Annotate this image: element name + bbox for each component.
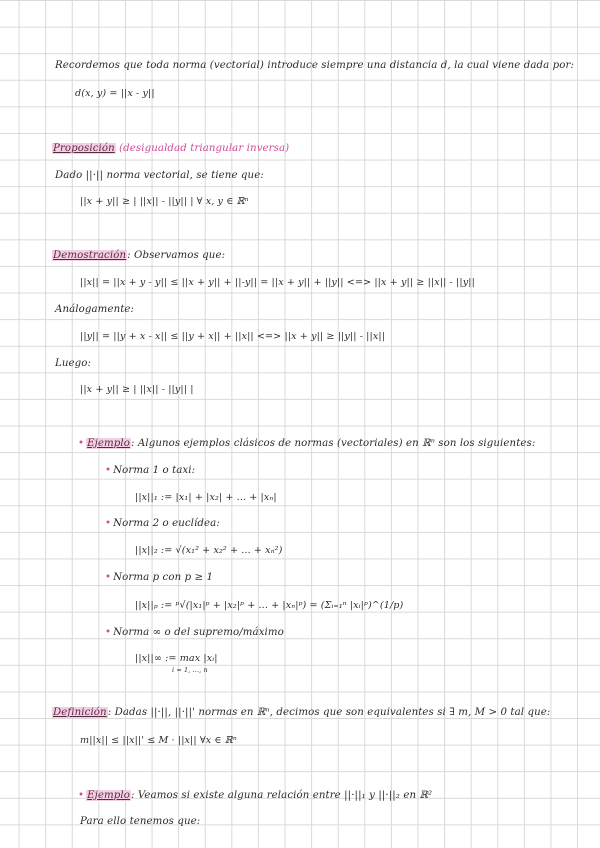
analogously-label: Análogamente:	[55, 304, 135, 315]
bullet-icon: •	[105, 465, 112, 476]
proposition-statement: Dado ||·|| norma vectorial, se tiene que:	[55, 170, 264, 181]
definition-label: Definición	[53, 707, 107, 718]
demonstration-label: Demostración	[53, 250, 127, 261]
example1-intro: : Algunos ejemplos clásicos de normas (vectoriales) en ℝⁿ son los siguientes:	[131, 438, 536, 449]
bullet-icon: •	[78, 790, 85, 801]
definition-formula: m||x|| ≤ ||x||' ≤ M · ||x|| ∀x ∈ ℝⁿ	[80, 735, 237, 746]
bullet-icon: •	[105, 572, 112, 583]
bullet-icon: •	[105, 518, 112, 529]
definition-text: : Dadas ||·||, ||·||' normas en ℝⁿ, decimos que son equivalentes si ∃ m, M > 0 tal que:	[107, 707, 551, 718]
demonstration-heading	[52, 250, 225, 261]
proposition-label: Proposición	[53, 143, 115, 154]
luego-label: Luego:	[55, 358, 92, 369]
example2-heading	[78, 790, 432, 801]
proposition-formula: ||x + y|| ≥ | ||x|| - ||y|| | ∀ x, y ∈ ℝⁿ	[80, 196, 249, 207]
norm-1-formula: ||x||₁ := |x₁| + |x₂| + ... + |xₙ|	[135, 492, 277, 503]
norm-infinity-formula: ||x||∞ := max |xᵢ|	[135, 653, 218, 664]
intro-text: Recordemos que toda norma (vectorial) introduce siempre una distancia d, la cual viene dada por:	[55, 60, 575, 71]
distance-formula: d(x, y) = ||x - y||	[75, 88, 155, 99]
example2-followup: Para ello tenemos que:	[80, 816, 201, 827]
demonstration-line-2: ||y|| = ||y + x - x|| ≤ ||y + x|| + ||x|| <=> ||x + y|| ≥ ||y|| - ||x||	[80, 331, 386, 342]
definition-heading	[52, 707, 550, 718]
bullet-icon: •	[78, 438, 85, 449]
example1-heading	[78, 438, 535, 449]
norm-2-formula: ||x||₂ := √(x₁² + x₂² + ... + xₙ²)	[135, 545, 283, 556]
demonstration-line-3: ||x + y|| ≥ | ||x|| - ||y|| |	[80, 384, 194, 395]
norm-infinity-subscript: i = 1, ..., n	[172, 666, 208, 674]
norm-2-name: • Norma 2 o euclídea:	[105, 518, 220, 529]
norm-p-name: • Norma p con p ≥ 1	[105, 572, 214, 583]
norm-p-formula: ||x||ₚ := ᵖ√(|x₁|ᵖ + |x₂|ᵖ + ... + |xₙ|ᵖ) = (Σᵢ₌₁ⁿ |xᵢ|ᵖ)^(1/p)	[135, 600, 404, 611]
bullet-icon: •	[105, 627, 112, 638]
norm-1-name: • Norma 1 o taxi:	[105, 465, 196, 476]
norm-infinity-name: • Norma ∞ o del supremo/máximo	[105, 627, 284, 638]
proposition-title: (desigualdad triangular inversa)	[119, 143, 290, 154]
example2-label: Ejemplo	[87, 790, 131, 801]
example2-text: : Veamos si existe alguna relación entre ||·||₁ y ||·||₂ en ℝ²	[131, 790, 433, 801]
demonstration-line-1: ||x|| = ||x + y - y|| ≤ ||x + y|| + ||-y|| = ||x + y|| + ||y|| <=> ||x + y|| ≥ ||x|| - ||y||	[80, 277, 475, 288]
example1-label: Ejemplo	[87, 438, 131, 449]
proposition-heading	[52, 143, 289, 154]
demonstration-intro: : Observamos que:	[127, 250, 226, 261]
